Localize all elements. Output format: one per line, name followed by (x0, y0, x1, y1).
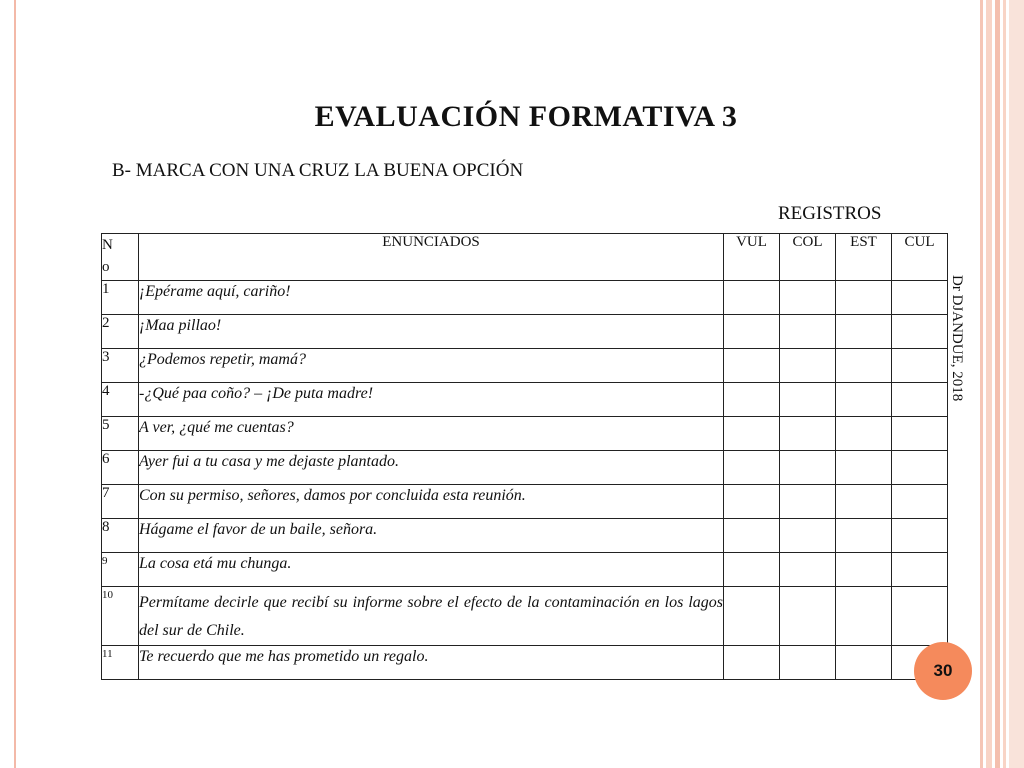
cell-cul[interactable] (892, 451, 948, 485)
row-statement: -¿Qué paa coño? – ¡De puta madre! (139, 383, 724, 417)
cell-col[interactable] (780, 383, 836, 417)
table-row (102, 485, 948, 519)
cell-cul[interactable] (892, 519, 948, 553)
row-number: 9 (102, 553, 139, 587)
table-row (102, 553, 948, 587)
cell-est[interactable] (836, 553, 892, 587)
cell-vul[interactable] (724, 315, 780, 349)
cell-est[interactable] (836, 383, 892, 417)
cell-est[interactable] (836, 451, 892, 485)
table-row (102, 281, 948, 315)
table-row (102, 383, 948, 417)
cell-est[interactable] (836, 281, 892, 315)
cell-col[interactable] (780, 281, 836, 315)
row-number: 2 (102, 315, 139, 349)
cell-col[interactable] (780, 553, 836, 587)
row-number: 11 (102, 646, 139, 680)
table-row (102, 587, 948, 646)
cell-vul[interactable] (724, 451, 780, 485)
header-col: COL (780, 234, 836, 281)
author-vertical-text: Dr DJANDUE, 2018 (949, 275, 965, 402)
registros-label: REGISTROS (778, 203, 882, 224)
row-statement: A ver, ¿qué me cuentas? (139, 417, 724, 451)
cell-cul[interactable] (892, 485, 948, 519)
cell-vul[interactable] (724, 383, 780, 417)
row-number: 3 (102, 349, 139, 383)
cell-est[interactable] (836, 587, 892, 646)
row-number: 4 (102, 383, 139, 417)
header-no (102, 234, 139, 281)
row-statement: Ayer fui a tu casa y me dejaste plantado. (139, 451, 724, 485)
table-row (102, 417, 948, 451)
cell-col[interactable] (780, 315, 836, 349)
cell-vul[interactable] (724, 646, 780, 680)
table-row (102, 451, 948, 485)
cell-col[interactable] (780, 587, 836, 646)
cell-cul[interactable] (892, 587, 948, 646)
row-statement: Con su permiso, señores, damos por concluida esta reunión. (139, 485, 724, 519)
cell-cul[interactable] (892, 315, 948, 349)
cell-col[interactable] (780, 485, 836, 519)
row-statement: Te recuerdo que me has prometido un regalo. (139, 646, 724, 680)
cell-vul[interactable] (724, 485, 780, 519)
cell-est[interactable] (836, 485, 892, 519)
page-number-badge: 30 (914, 642, 972, 700)
cell-cul[interactable] (892, 349, 948, 383)
cell-vul[interactable] (724, 553, 780, 587)
table-row (102, 349, 948, 383)
header-enunciados: ENUNCIADOS (139, 234, 724, 281)
row-statement: ¡Maa pillao! (139, 315, 724, 349)
row-number: 6 (102, 451, 139, 485)
instruction-text: B- MARCA CON UNA CRUZ LA BUENA OPCIÓN (112, 160, 524, 181)
table-row (102, 519, 948, 553)
cell-cul[interactable] (892, 553, 948, 587)
row-number: 7 (102, 485, 139, 519)
row-number: 1 (102, 281, 139, 315)
row-number: 10 (102, 587, 139, 646)
header-no-line2: o (102, 259, 110, 275)
cell-vul[interactable] (724, 281, 780, 315)
cell-est[interactable] (836, 315, 892, 349)
cell-col[interactable] (780, 417, 836, 451)
row-statement: La cosa etá mu chunga. (139, 553, 724, 587)
table-row (102, 315, 948, 349)
row-number: 8 (102, 519, 139, 553)
row-statement: Permítame decirle que recibí su informe sobre el efecto de la contaminación en los lagos del sur de Chile. (139, 587, 724, 646)
cell-vul[interactable] (724, 417, 780, 451)
table-header-row (102, 234, 948, 281)
header-est: EST (836, 234, 892, 281)
row-statement: Hágame el favor de un baile, señora. (139, 519, 724, 553)
page-title: EVALUACIÓN FORMATIVA 3 (314, 100, 738, 133)
header-cul: CUL (892, 234, 948, 281)
table-row (102, 646, 948, 680)
cell-cul[interactable] (892, 383, 948, 417)
cell-est[interactable] (836, 417, 892, 451)
cell-vul[interactable] (724, 519, 780, 553)
cell-est[interactable] (836, 349, 892, 383)
header-vul: VUL (724, 234, 780, 281)
row-statement: ¿Podemos repetir, mamá? (139, 349, 724, 383)
cell-col[interactable] (780, 646, 836, 680)
evaluation-table (101, 233, 948, 680)
cell-vul[interactable] (724, 349, 780, 383)
cell-cul[interactable] (892, 417, 948, 451)
cell-col[interactable] (780, 349, 836, 383)
cell-col[interactable] (780, 451, 836, 485)
row-number: 5 (102, 417, 139, 451)
cell-cul[interactable] (892, 281, 948, 315)
row-statement: ¡Epérame aquí, cariño! (139, 281, 724, 315)
cell-est[interactable] (836, 646, 892, 680)
cell-est[interactable] (836, 519, 892, 553)
cell-vul[interactable] (724, 587, 780, 646)
header-no-line1: N (102, 237, 113, 253)
cell-col[interactable] (780, 519, 836, 553)
